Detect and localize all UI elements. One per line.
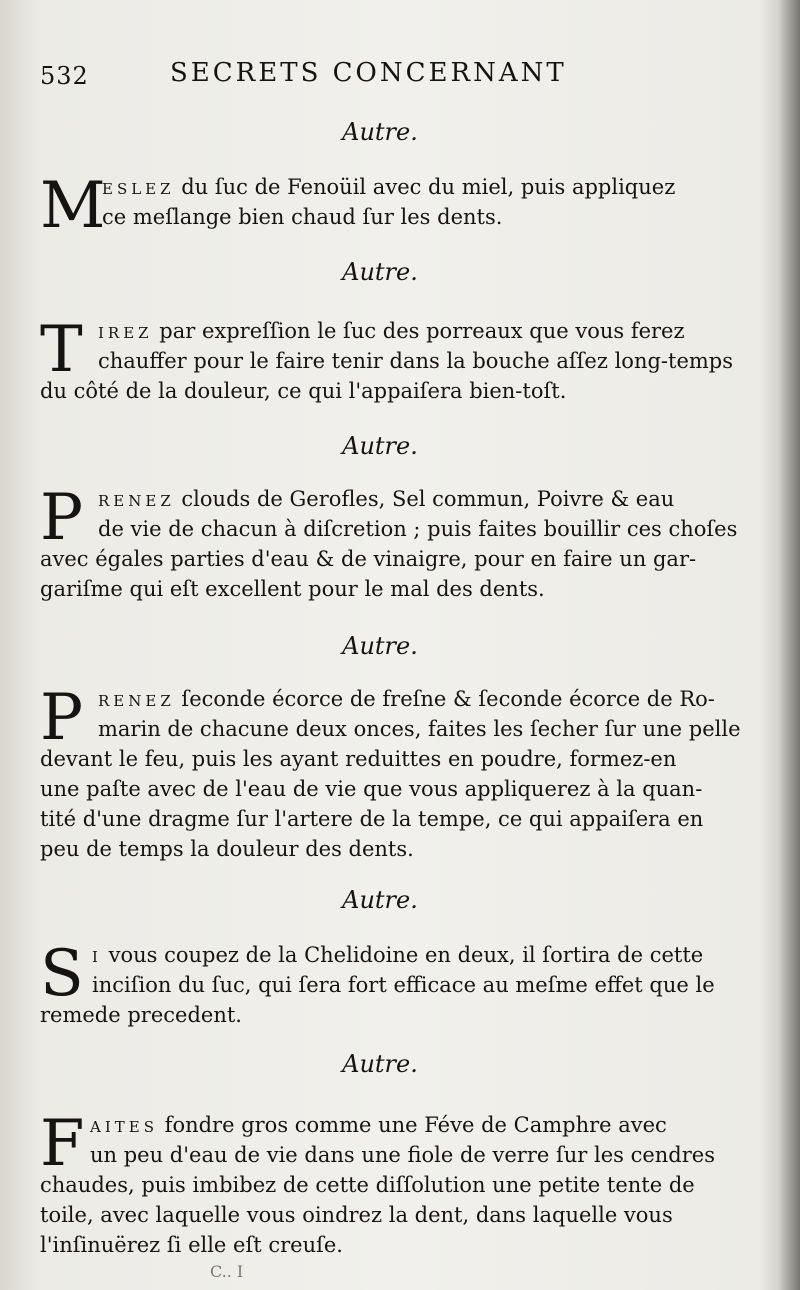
- paragraph-line: une paſte avec de l'eau de vie que vous appliquerez à la quan-: [40, 777, 703, 801]
- running-head: SECRETS CONCERNANT: [170, 58, 567, 88]
- recipe-paragraph: [40, 169, 720, 243]
- paragraph-line: IREZ par expreſſion le ſuc des porreaux que vous ferez: [98, 319, 685, 343]
- paragraph-line: ce meſlange bien chaud ſur les dents.: [102, 205, 503, 229]
- paragraph-line: peu de temps la douleur des dents.: [40, 837, 414, 861]
- drop-cap: M: [40, 169, 106, 243]
- section-heading: Autre.: [342, 118, 418, 146]
- paragraph-line: RENEZ clouds de Gerofles, Sel commun, Poivre & eau: [98, 487, 675, 511]
- recipe-paragraph: [40, 681, 741, 866]
- section-heading: Autre.: [342, 258, 418, 286]
- paragraph-line: marin de chacune deux onces, faites les ſecher ſur une pelle: [98, 717, 741, 741]
- first-word: IREZ: [98, 324, 153, 342]
- first-word: I: [92, 948, 102, 966]
- paragraph-line: tité d'une dragme ſur l'artere de la tempe, ce qui appaiſera en: [40, 807, 704, 831]
- recipe-paragraph: [40, 481, 738, 606]
- paragraph-line: un peu d'eau de vie dans une fiole de verre ſur les cendres: [90, 1143, 715, 1167]
- paragraph-line: remede precedent.: [40, 1003, 242, 1027]
- page-edge-shadow: [778, 0, 800, 1290]
- paragraph-line: ESLEZ du ſuc de Fenoüil avec du miel, puis appliquez: [102, 175, 676, 199]
- page-number: 532: [40, 62, 89, 90]
- paragraph-line: inciſion du ſuc, qui ſera fort efficace au meſme effet que le: [92, 973, 715, 997]
- first-word: AITES: [90, 1118, 158, 1136]
- first-word: RENEZ: [98, 692, 175, 710]
- drop-cap: P: [40, 681, 84, 755]
- paragraph-line: AITES fondre gros comme une Féve de Camphre avec: [90, 1113, 667, 1137]
- recipe-paragraph: [40, 313, 734, 408]
- paragraph-line: I vous coupez de la Chelidoine en deux, il ſortira de cette: [92, 943, 704, 967]
- paragraph-line: du côté de la douleur, ce qui l'appaiſera bien-toſt.: [40, 379, 567, 403]
- paragraph-line: toile, avec laquelle vous oindrez la dent, dans laquelle vous: [40, 1203, 673, 1227]
- recipe-paragraph: [40, 937, 720, 1032]
- first-word: RENEZ: [98, 492, 175, 510]
- section-heading: Autre.: [342, 886, 418, 914]
- signature-mark: C.. I: [210, 1262, 244, 1281]
- drop-cap: T: [40, 313, 83, 387]
- paragraph-line: de vie de chacun à diſcretion ; puis faites bouillir ces choſes: [98, 517, 738, 541]
- drop-cap: P: [40, 481, 84, 555]
- paragraph-line: RENEZ ſeconde écorce de freſne & ſeconde écorce de Ro-: [98, 687, 715, 711]
- page-header: [40, 58, 740, 92]
- paragraph-line: devant le feu, puis les ayant reduittes en poudre, formez-en: [40, 747, 677, 771]
- first-word: ESLEZ: [102, 180, 175, 198]
- paragraph-line: gariſme qui eſt excellent pour le mal des dents.: [40, 577, 545, 601]
- paragraph-line: chaudes, puis imbibez de cette diſſolution une petite tente de: [40, 1173, 695, 1197]
- section-heading: Autre.: [342, 1050, 418, 1078]
- paragraph-line: chauffer pour le faire tenir dans la bouche aſſez long-temps: [98, 349, 734, 373]
- drop-cap: F: [40, 1107, 85, 1181]
- recipe-paragraph: [40, 1107, 720, 1262]
- paragraph-line: avec égales parties d'eau & de vinaigre, pour en faire un gar-: [40, 547, 697, 571]
- drop-cap: S: [40, 937, 84, 1011]
- section-heading: Autre.: [342, 632, 418, 660]
- paragraph-line: l'inſinuërez ſi elle eſt creuſe.: [40, 1233, 343, 1257]
- section-heading: Autre.: [342, 432, 418, 460]
